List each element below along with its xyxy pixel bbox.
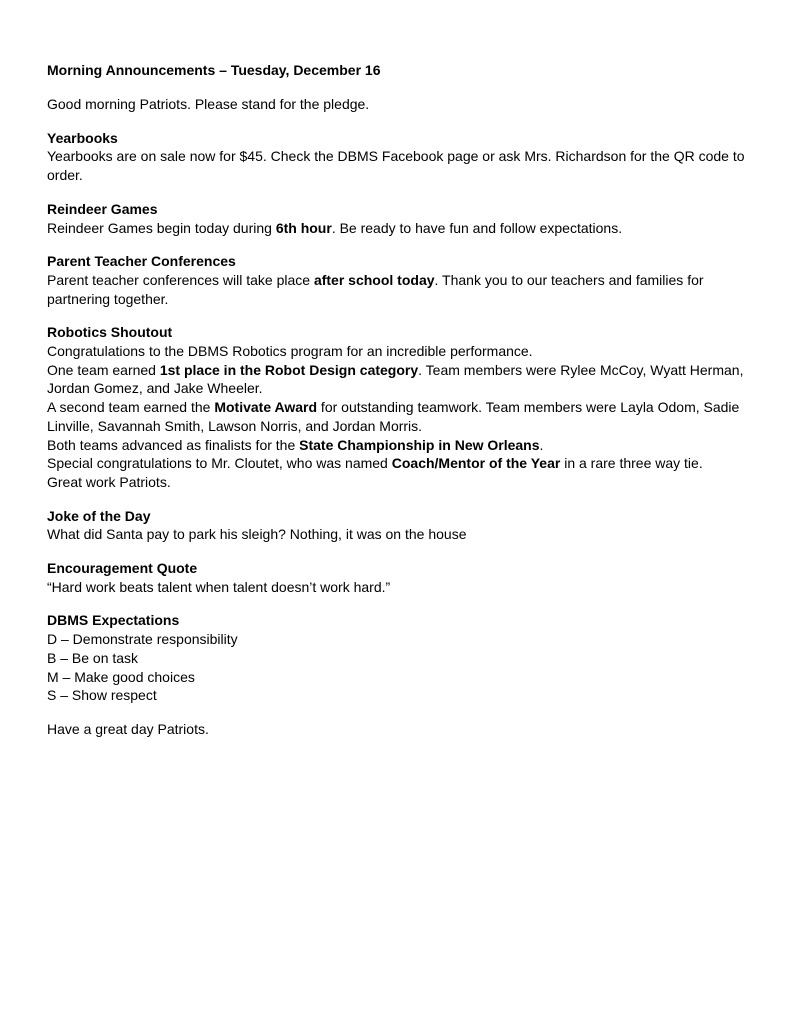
robotics-line-3 bbox=[47, 398, 752, 435]
expectation-item: M – Make good choices bbox=[47, 668, 195, 685]
robotics-line-3-bold: Motivate Award bbox=[214, 399, 318, 416]
joke-heading: Joke of the Day bbox=[47, 507, 151, 524]
greeting-text: Good morning Patriots. Please stand for the pledge. bbox=[47, 96, 370, 112]
robotics-line-4-start: Both teams advanced as finalists for the bbox=[47, 436, 300, 453]
expectation-item: D – Demonstrate responsibility bbox=[47, 631, 238, 648]
robotics-heading: Robotics Shoutout bbox=[47, 324, 173, 341]
conferences-text-end: . Thank you to our teachers and families for partnering together. bbox=[47, 271, 704, 307]
reindeer-heading: Reindeer Games bbox=[47, 200, 158, 217]
robotics-line-5-bold: Coach/Mentor of the Year bbox=[391, 455, 561, 472]
reindeer-text-end: . Be ready to have fun and follow expectations. bbox=[331, 219, 623, 236]
quote-heading: Encouragement Quote bbox=[47, 560, 198, 577]
announcement-document bbox=[47, 61, 752, 739]
yearbooks-section bbox=[47, 129, 752, 185]
robotics-line-4-end: . bbox=[539, 436, 544, 453]
robotics-line-1: Congratulations to the DBMS Robotics program for an incredible performance. bbox=[47, 343, 533, 360]
expectations-heading: DBMS Expectations bbox=[47, 612, 180, 629]
conferences-text-start: Parent teacher conferences will take place bbox=[47, 271, 314, 288]
robotics-line-4 bbox=[47, 436, 752, 455]
closing-text: Have a great day Patriots. bbox=[47, 720, 209, 737]
reindeer-text-bold: 6th hour bbox=[275, 219, 332, 236]
robotics-line-4-bold: State Championship in New Orleans bbox=[299, 436, 540, 453]
robotics-section bbox=[47, 323, 752, 491]
joke-section bbox=[47, 507, 752, 544]
reindeer-section bbox=[47, 200, 752, 237]
robotics-line-2 bbox=[47, 361, 752, 398]
expectation-item: S – Show respect bbox=[47, 687, 157, 704]
reindeer-text-start: Reindeer Games begin today during bbox=[47, 219, 276, 236]
conferences-text bbox=[47, 271, 752, 308]
robotics-line-5-start: Special congratulations to Mr. Cloutet, who was named bbox=[47, 455, 392, 472]
joke-text: What did Santa pay to park his sleigh? Nothing, it was on the house bbox=[47, 526, 467, 543]
robotics-line-5 bbox=[47, 454, 752, 473]
conferences-heading: Parent Teacher Conferences bbox=[47, 253, 236, 270]
robotics-line-3-start: A second team earned the bbox=[47, 399, 215, 416]
yearbooks-heading: Yearbooks bbox=[47, 129, 118, 146]
expectation-item: B – Be on task bbox=[47, 649, 139, 666]
robotics-line-2-start: One team earned bbox=[47, 361, 160, 378]
page-title: Morning Announcements – Tuesday, December 16 bbox=[47, 62, 381, 78]
reindeer-text bbox=[47, 219, 752, 238]
quote-section bbox=[47, 559, 752, 596]
robotics-line-2-bold: 1st place in the Robot Design category bbox=[159, 361, 419, 378]
conferences-text-bold: after school today bbox=[313, 271, 435, 288]
expectations-section bbox=[47, 611, 752, 705]
quote-text: “Hard work beats talent when talent doesn’t work hard.” bbox=[47, 578, 391, 595]
robotics-line-2-end: . Team members were Rylee McCoy, Wyatt Herman, Jordan Gomez, and Jake Wheeler. bbox=[47, 361, 744, 397]
robotics-line-5-end: in a rare three way tie. bbox=[560, 455, 703, 472]
yearbooks-text: Yearbooks are on sale now for $45. Check the DBMS Facebook page or ask Mrs. Richardson for the QR code to order. bbox=[47, 148, 745, 184]
robotics-line-6: Great work Patriots. bbox=[47, 473, 171, 490]
robotics-line-3-end: for outstanding teamwork. Team members were Layla Odom, Sadie Linville, Savannah Smith, Lawson Norris, and Jordan Morris. bbox=[47, 399, 740, 434]
conferences-section bbox=[47, 252, 752, 308]
